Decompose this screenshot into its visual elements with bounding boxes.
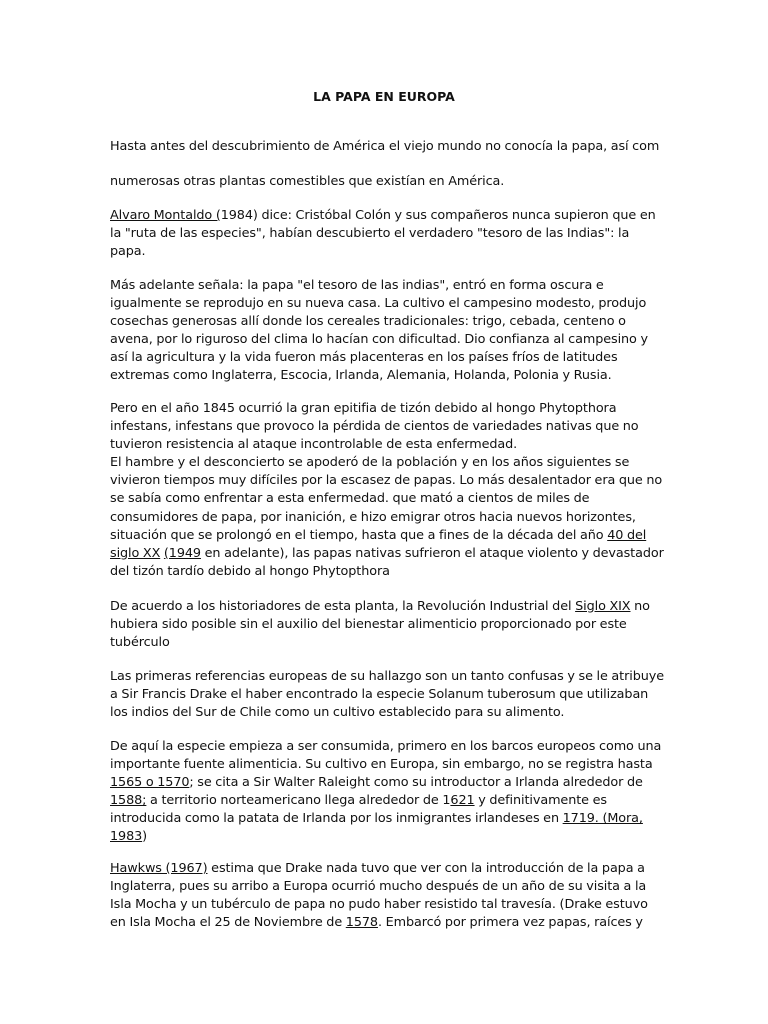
paragraph-5 — [110, 400, 670, 581]
text-segment: así la agricultura y la vida fueron más placenteras en los países fríos de latitudes — [110, 350, 618, 366]
document-title: LA PAPA EN EUROPA — [313, 89, 455, 104]
text-segment: importante fuente alimenticia. Su cultivo en Europa, sin embargo, no se registra hasta — [110, 757, 653, 773]
text-segment: Pero en el año 1845 ocurrió la gran epitifia de tizón debido al hongo Phytopthora — [110, 401, 617, 416]
text-segment: . Embarcó por primera vez papas, raíces y — [377, 915, 643, 931]
paragraph-6 — [110, 598, 670, 652]
text-segment: no — [630, 599, 650, 614]
text-line — [110, 509, 670, 527]
text-segment: se sabía como enfrentar a esta enfermedad. que mató a cientos de miles de — [110, 491, 590, 507]
text-segment: cosechas generosas allí donde los cereales tradicionales: trigo, cebada, centeno o — [110, 314, 626, 330]
text-line — [110, 738, 670, 756]
text-line — [110, 756, 670, 774]
text-segment: Hasta antes del descubrimiento de América el viejo mundo no conocía la papa, así com — [110, 139, 660, 154]
underlined-reference: 40 del — [607, 527, 647, 543]
underlined-reference: (1949 — [163, 545, 201, 561]
text-line — [110, 878, 670, 896]
text-segment: Las primeras referencias europeas de su hallazgo son un tanto confusas y se le atribuye — [110, 669, 664, 684]
text-segment: introducida como la patata de Irlanda por los inmigrantes irlandeses en — [110, 811, 563, 827]
text-line — [110, 173, 670, 191]
text-line — [110, 616, 670, 634]
underlined-reference: Alvaro Montaldo ( — [110, 208, 221, 223]
text-segment: a Sir Francis Drake el haber encontrado la especie Solanum tuberosum que utilizaban — [110, 687, 649, 703]
text-segment: avena, por lo riguroso del clima lo hacían con dificultad. Dio confianza al campesino y — [110, 332, 648, 348]
text-line — [110, 313, 670, 331]
text-line — [110, 490, 670, 508]
text-segment: consumidores de papa, por inanición, e hizo emigrar otros hacia nuevos horizontes, — [110, 509, 636, 525]
underlined-reference: 1565 o 1570 — [110, 775, 190, 791]
text-segment: la "ruta de las especies", habían descubierto el verdadero "tesoro de las Indias": la — [110, 226, 630, 242]
text-segment: en Isla Mocha el 25 de Noviembre de — [110, 915, 346, 931]
text-line — [110, 668, 670, 686]
underlined-reference: 1588; — [110, 793, 147, 809]
text-segment: De acuerdo a los historiadores de esta planta, la Revolución Industrial del — [110, 599, 576, 614]
text-segment: situación que se prolongó en el tiempo, hasta que a fines de la década del año — [110, 527, 608, 543]
underlined-reference: 1983 — [110, 829, 143, 845]
text-line — [110, 400, 670, 418]
underlined-reference: Siglo XIX — [575, 599, 631, 614]
text-segment: en adelante), las papas nativas sufrieron el ataque violento y devastador — [200, 545, 664, 561]
text-line — [110, 349, 670, 367]
text-line — [110, 896, 670, 914]
text-segment: ) — [142, 829, 148, 845]
text-line — [110, 774, 670, 792]
text-segment: Isla Mocha y un tubérculo de papa no pudo haber resistido tal travesía. (Drake estuvo — [110, 897, 648, 913]
text-line — [110, 207, 670, 225]
paragraph-8 — [110, 738, 670, 847]
paragraph-1 — [110, 138, 670, 156]
text-segment: a territorio norteamericano llega alrededor de 1 — [146, 793, 451, 809]
paragraph-3 — [110, 207, 670, 261]
text-segment: extremas como Inglaterra, Escocia, Irlanda, Alemania, Holanda, Polonia y Rusia. — [110, 368, 612, 384]
text-segment: tubérculo — [110, 635, 170, 651]
text-line — [110, 686, 670, 704]
text-segment: estima que Drake nada tuvo que ver con la introducción de la papa a — [207, 861, 645, 876]
text-segment: igualmente se reprodujo en su nueva casa. La cultivo el campesino modesto, produjo — [110, 296, 647, 312]
text-segment: papa. — [110, 244, 146, 260]
text-segment: Inglaterra, pues su arribo a Europa ocurrió mucho después de un año de su visita a la — [110, 879, 647, 895]
text-segment: ; se cita a Sir Walter Raleight como su introductor a Irlanda alrededor de — [189, 775, 643, 791]
text-segment: 1984) dice: Cristóbal Colón y sus compañeros nunca supieron que en — [220, 208, 656, 223]
text-line — [110, 331, 670, 349]
text-segment: del tizón tardío debido al hongo Phytopthora — [110, 563, 390, 579]
text-segment: infestans, infestans que provoco la pérdida de cientos de variedades nativas que no — [110, 419, 639, 435]
text-line — [110, 860, 670, 878]
text-line — [110, 418, 670, 436]
text-segment: tuvieron resistencia al ataque incontrolable de esta enfermedad. — [110, 437, 518, 453]
text-line — [110, 828, 670, 846]
text-line — [110, 527, 670, 545]
text-line — [110, 454, 670, 472]
text-line — [110, 704, 670, 722]
text-line — [110, 634, 670, 652]
underlined-reference: 621 — [450, 793, 475, 809]
text-line — [110, 598, 670, 616]
paragraph-7 — [110, 668, 670, 722]
text-line — [110, 792, 670, 810]
text-segment: De aquí la especie empieza a ser consumida, primero en los barcos europeos como una — [110, 739, 662, 754]
text-segment: El hambre y el desconcierto se apoderó de la población y en los años siguientes se — [110, 455, 630, 471]
text-line — [110, 472, 670, 490]
text-segment: los indios del Sur de Chile como un cultivo establecido para su alimento. — [110, 705, 565, 721]
text-segment: Más adelante señala: la papa "el tesoro de las indias", entró en forma oscura e — [110, 278, 604, 293]
text-segment: numerosas otras plantas comestibles que existían en América. — [110, 174, 505, 189]
text-line — [110, 914, 670, 932]
text-segment: vivieron tiempos muy difíciles por la escasez de papas. Lo más desalentador era que no — [110, 473, 663, 489]
text-line — [110, 138, 670, 156]
text-segment: y definitivamente es — [474, 793, 607, 809]
text-line — [110, 563, 670, 581]
paragraph-2 — [110, 173, 670, 191]
paragraph-9 — [110, 860, 670, 932]
underlined-reference: siglo XX — [110, 545, 161, 561]
text-line — [110, 295, 670, 313]
text-segment: hubiera sido posible sin el auxilio del bienestar alimenticio proporcionado por este — [110, 617, 627, 633]
text-line — [110, 225, 670, 243]
text-line — [110, 277, 670, 295]
underlined-reference: 1578 — [345, 915, 378, 931]
text-line — [110, 810, 670, 828]
paragraph-4 — [110, 277, 670, 386]
text-line — [110, 545, 670, 563]
text-line — [110, 367, 670, 385]
text-line — [110, 436, 670, 454]
underlined-reference: Hawkws (1967) — [110, 861, 208, 876]
text-line — [110, 243, 670, 261]
underlined-reference: 1719. (Mora, — [562, 811, 643, 827]
